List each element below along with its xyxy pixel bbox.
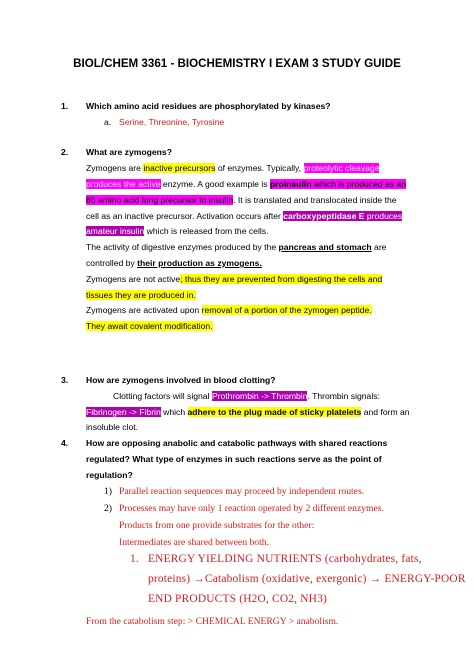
q4-question-line-1: How are opposing anabolic and catabolic pathways with shared reactions	[86, 438, 388, 448]
q4-item-2: Processes may have only 1 reaction operated by 2 different enzymes.	[119, 503, 384, 514]
highlight: Prothrombin -> Thrombin	[211, 391, 308, 401]
q3-line-2: Fibrinogen -> Fibrin which adhere to the plug made of sticky platelets and form an	[86, 407, 410, 417]
highlight: 86 amino acid long precursor to insulin	[86, 195, 234, 205]
q2-line-11	[86, 321, 213, 331]
q4-question-line-2: regulated? What type of enzymes in such reactions serve as the point of	[86, 454, 382, 464]
q4-item-2-number: 2)	[104, 503, 112, 514]
q2-question: What are zymogens?	[86, 147, 172, 157]
highlight: produces	[364, 211, 403, 221]
highlight: produces the active	[86, 179, 161, 189]
q3-line-3: insoluble clot.	[86, 422, 139, 432]
q4-item-1: Parallel reaction sequences may proceed by independent routes.	[119, 486, 365, 497]
q4-item-1-number: 1)	[104, 486, 112, 497]
highlight: which is produced as an	[311, 179, 407, 189]
q4-sub-item-line-1: ENERGY YIELDING NUTRIENTS (carbohydrates, fats,	[148, 553, 422, 565]
q2-line-8: Zymogens are not active; thus they are prevented from digesting the cells and	[86, 274, 383, 284]
q2-number: 2.	[61, 147, 69, 157]
highlight: Fibrinogen -> Fibrin	[86, 407, 161, 417]
q4-number: 4.	[61, 438, 69, 448]
highlight: amateur insulin	[86, 226, 145, 236]
q3-number: 3.	[61, 375, 69, 385]
q4-last-line: From the catabolism step: > CHEMICAL ENERGY > anabolism.	[86, 616, 339, 627]
highlight: carboxypeptidase E	[283, 211, 365, 221]
q2-line-6: The activity of digestive enzymes produced by the pancreas and stomach are	[86, 242, 387, 252]
q3-line-1: Clotting factors will signal Prothrombin -> Thrombin. Thrombin signals:	[113, 391, 380, 401]
q4-paragraph-1: Products from one provide substrates for the other:	[119, 520, 315, 531]
highlight: tissues they are produced in.	[86, 290, 196, 300]
highlight: proinsulin	[269, 179, 312, 189]
q4-sub-item-line-3: END PRODUCTS (H2O, CO2, NH3)	[148, 593, 327, 605]
q4-question-line-3: regulation?	[86, 470, 133, 480]
highlight: removal of a portion of the zymogen peptide.	[201, 305, 372, 315]
q3-question: How are zymogens involved in blood clotting?	[86, 375, 276, 385]
q1-number: 1.	[61, 101, 69, 111]
q2-line-3: 86 amino acid long precursor to insulin. It is translated and translocated inside the	[86, 195, 397, 205]
q2-line-1: Zymogens are inactive precursors of enzymes. Typically, proteolytic cleavage	[86, 163, 380, 173]
highlight: proteolytic cleavage	[303, 163, 380, 173]
highlight: ; thus they are prevented from digesting the cells and	[180, 274, 383, 284]
q4-sub-item-number: 1.	[130, 553, 139, 565]
q2-line-4: cell as an inactive precursor. Activation occurs after carboxypeptidase E produces	[86, 211, 403, 221]
q4-paragraph-2: Intermediates are shared between both.	[119, 537, 269, 548]
highlight: inactive precursors	[143, 163, 216, 173]
page-title: BIOL/CHEM 3361 - BIOCHEMISTRY I EXAM 3 STUDY GUIDE	[73, 57, 401, 70]
q4-sub-item-line-2: proteins) →Catabolism (oxidative, exergonic) → ENERGY-POOR	[148, 573, 466, 585]
q1-sub-number: a.	[104, 117, 112, 127]
q2-line-2: produces the active enzyme. A good example is proinsulin which is produced as an	[86, 179, 407, 189]
highlight: They await covalent modification.	[86, 321, 213, 331]
q2-line-9	[86, 290, 196, 300]
q2-line-5: amateur insulin which is released from the cells.	[86, 226, 269, 236]
q2-line-7: controlled by their production as zymogens.	[86, 258, 262, 268]
q1-question: Which amino acid residues are phosphorylated by kinases?	[86, 101, 331, 111]
q1-answer: Serine, Threonine, Tyrosine	[119, 117, 225, 127]
highlight: adhere to the plug made of sticky platelets	[187, 407, 362, 417]
q2-line-10: Zymogens are activated upon removal of a portion of the zymogen peptide.	[86, 305, 372, 315]
